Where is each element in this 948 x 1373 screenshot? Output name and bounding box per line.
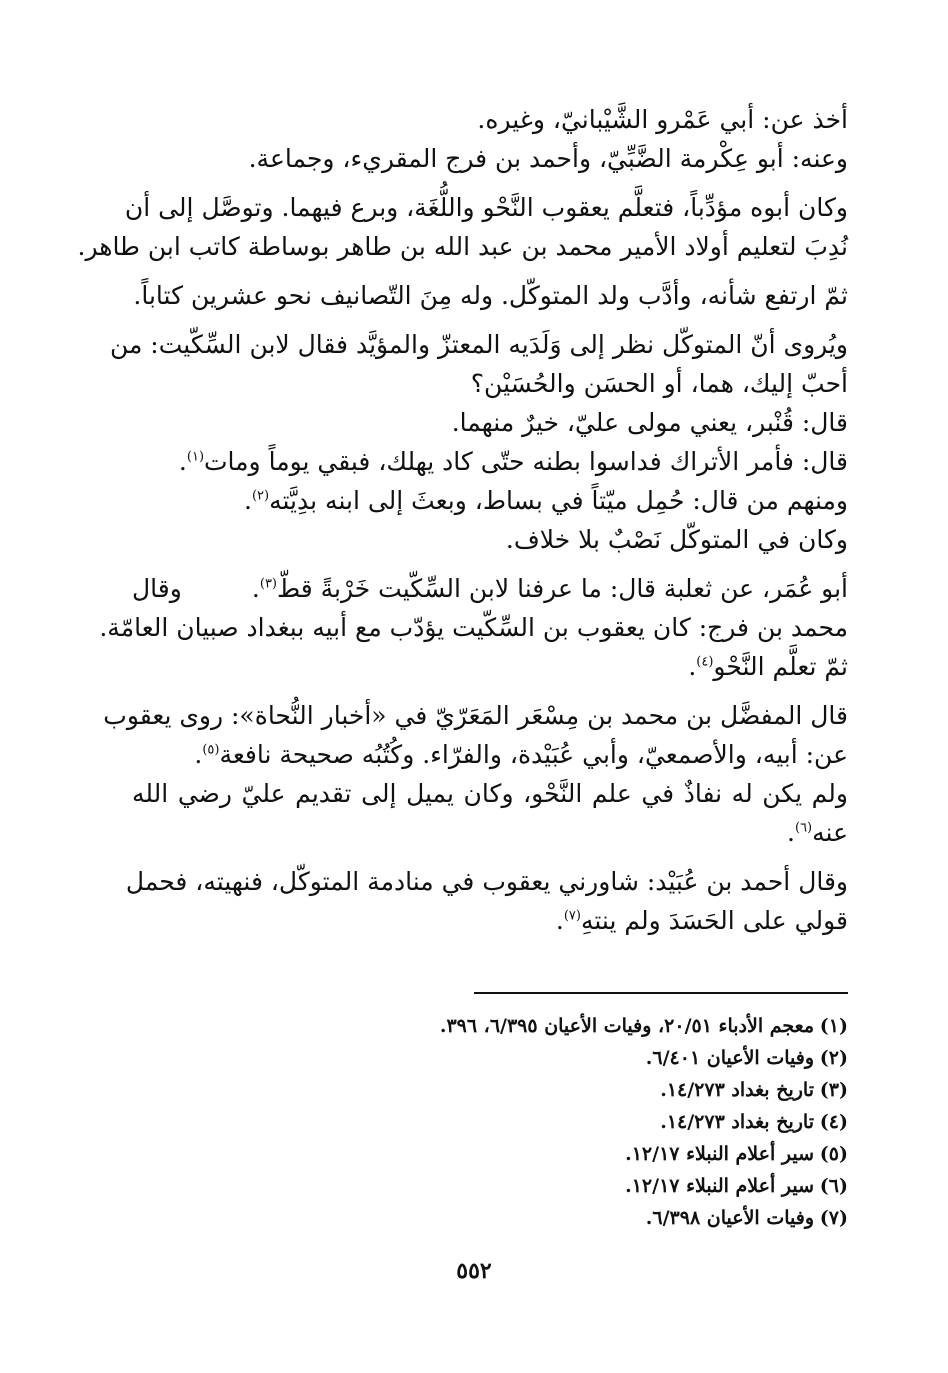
footnotes [348, 1010, 848, 1234]
period: . [787, 818, 795, 847]
period: . [688, 652, 697, 681]
page-body [77, 100, 848, 940]
line-text: قولي على الحَسَدَ ولم ينتهِ [580, 906, 848, 935]
text-line: قال: قُنْبر، يعني مولى عليّ، خيرٌ منهما. [451, 408, 848, 437]
text-line: أحبّ إليك، هما، أو الحسَن والحُسَيْن؟ [470, 369, 848, 398]
text-line: وقال أحمد بن عُبَيْد: شاورني يعقوب في منادمة المتوكّل، فنهيته، فحمل [125, 867, 848, 896]
text-line: وعنه: أبو عِكْرمة الضَّبِّيّ، وأحمد بن فرج المقريء، وجماعة. [248, 144, 848, 173]
text-line [132, 735, 848, 774]
footnote-ref: (٢) [251, 488, 270, 504]
text-line: نُدِبَ لتعليم أولاد الأمير محمد بن عبد الله بن طاهر بوساطة كاتب ابن طاهر. [77, 232, 848, 261]
text-line [132, 901, 848, 940]
page-number: ٥٥٢ [456, 1258, 492, 1284]
footnote-number: (٧) [819, 1207, 848, 1229]
footnote-ref: (٧) [563, 908, 581, 924]
text-line: محمد بن فرج: كان يعقوب بن السِّكّيت يؤدّب مع أبيه ببغداد صبيان العامّة. [99, 613, 848, 642]
footnote [348, 1074, 848, 1106]
footnote [348, 1170, 848, 1202]
footnote-ref: (٥) [202, 742, 220, 758]
line-text: قال: فأمر الأتراك فداسوا بطنه حتّى كاد يهلك، فبقي يوماً ومات [204, 447, 848, 476]
text-line [132, 481, 848, 520]
footnote-text: تاريخ بغداد ١٤/٢٧٣. [660, 1079, 814, 1101]
footnote-text: تاريخ بغداد ١٤/٢٧٣. [660, 1111, 814, 1133]
line-text-start: أبو عُمَر، عن ثعلبة قال: ما عرفنا لابن السِّكّيت خَرْبةً قطّ$^{(٣)}$. [251, 574, 848, 603]
text-line: وكان أبوه مؤدِّباً، فتعلَّم يعقوب النَّحْو واللُّغَة، وبرع فيهما. وتوصَّل إلى أن [124, 193, 848, 222]
period: . [194, 740, 203, 769]
footnote-ref: (٦) [794, 820, 813, 836]
footnote-number: (٦) [819, 1175, 848, 1197]
footnote-number: (٢) [819, 1047, 848, 1069]
footnote-ref: (٤) [696, 654, 714, 670]
footnote [348, 1010, 848, 1042]
text-line [132, 442, 848, 481]
text-line: وكان في المتوكّل نَصْبٌ بلا خلاف. [505, 525, 848, 554]
period: . [178, 447, 187, 476]
line-text: ومنهم من قال: حُمِل ميّتاً في بساط، وبعثَ إلى ابنه بدِيَّته [269, 486, 848, 515]
line-text: عنه [812, 818, 848, 847]
text-line [132, 569, 848, 608]
footnote-number: (٥) [819, 1143, 848, 1165]
footnote-text: وفيات الأعيان ٦/٤٠١. [645, 1047, 814, 1069]
text-line: ويُروى أنّ المتوكّل نظر إلى وَلَدَيه المعتزّ والمؤيَّد فقال لابن السِّكّيت: من [109, 330, 848, 359]
footnote-number: (٤) [819, 1111, 848, 1133]
text-line: ثمّ ارتفع شأنه، وأدَّب ولد المتوكّل. وله مِنَ التّصانيف نحو عشرين كتاباً. [133, 281, 848, 310]
footnote [348, 1138, 848, 1170]
footnote-ref: (١) [186, 449, 205, 465]
footnote [348, 1202, 848, 1234]
line-text-end: وقال [132, 574, 182, 603]
footnote-number: (١) [819, 1015, 848, 1037]
period: . [244, 486, 252, 515]
footnote-text: معجم الأدباء ٢٠/٥١، وفيات الأعيان ٦/٣٩٥، ٣٩٦. [439, 1015, 814, 1037]
footnote-text: سير أعلام النبلاء ١٢/١٧. [625, 1175, 814, 1197]
text-line: أخذ عن: أبي عَمْرو الشَّيْبانيّ، وغيره. [477, 105, 848, 134]
footnote-ref: (٣) [259, 576, 277, 592]
footnote-text: وفيات الأعيان ٦/٣٩٨. [645, 1207, 814, 1229]
text-line [132, 813, 848, 852]
text-line [132, 647, 848, 686]
footnote-text: سير أعلام النبلاء ١٢/١٧. [625, 1143, 814, 1165]
text-line: ولم يكن له نفاذٌ في علم النَّحْو، وكان يميل إلى تقديم عليّ رضي الله [132, 779, 848, 808]
text-line: قال المفضَّل بن محمد بن مِسْعَر المَعَرّيّ في «أخبار النُّحاة»: روى يعقوب [103, 701, 848, 730]
footnote-number: (٣) [819, 1079, 848, 1101]
footnote [348, 1042, 848, 1074]
line-text: ثمّ تعلَّم النَّحْو [713, 652, 848, 681]
footnote-divider [474, 992, 848, 994]
line-text: عن: أبيه، والأصمعيّ، وأبي عُبَيْدة، والفرّاء. وكُتُبُه صحيحة نافعة [219, 740, 848, 769]
footnote [348, 1106, 848, 1138]
period: . [555, 906, 564, 935]
